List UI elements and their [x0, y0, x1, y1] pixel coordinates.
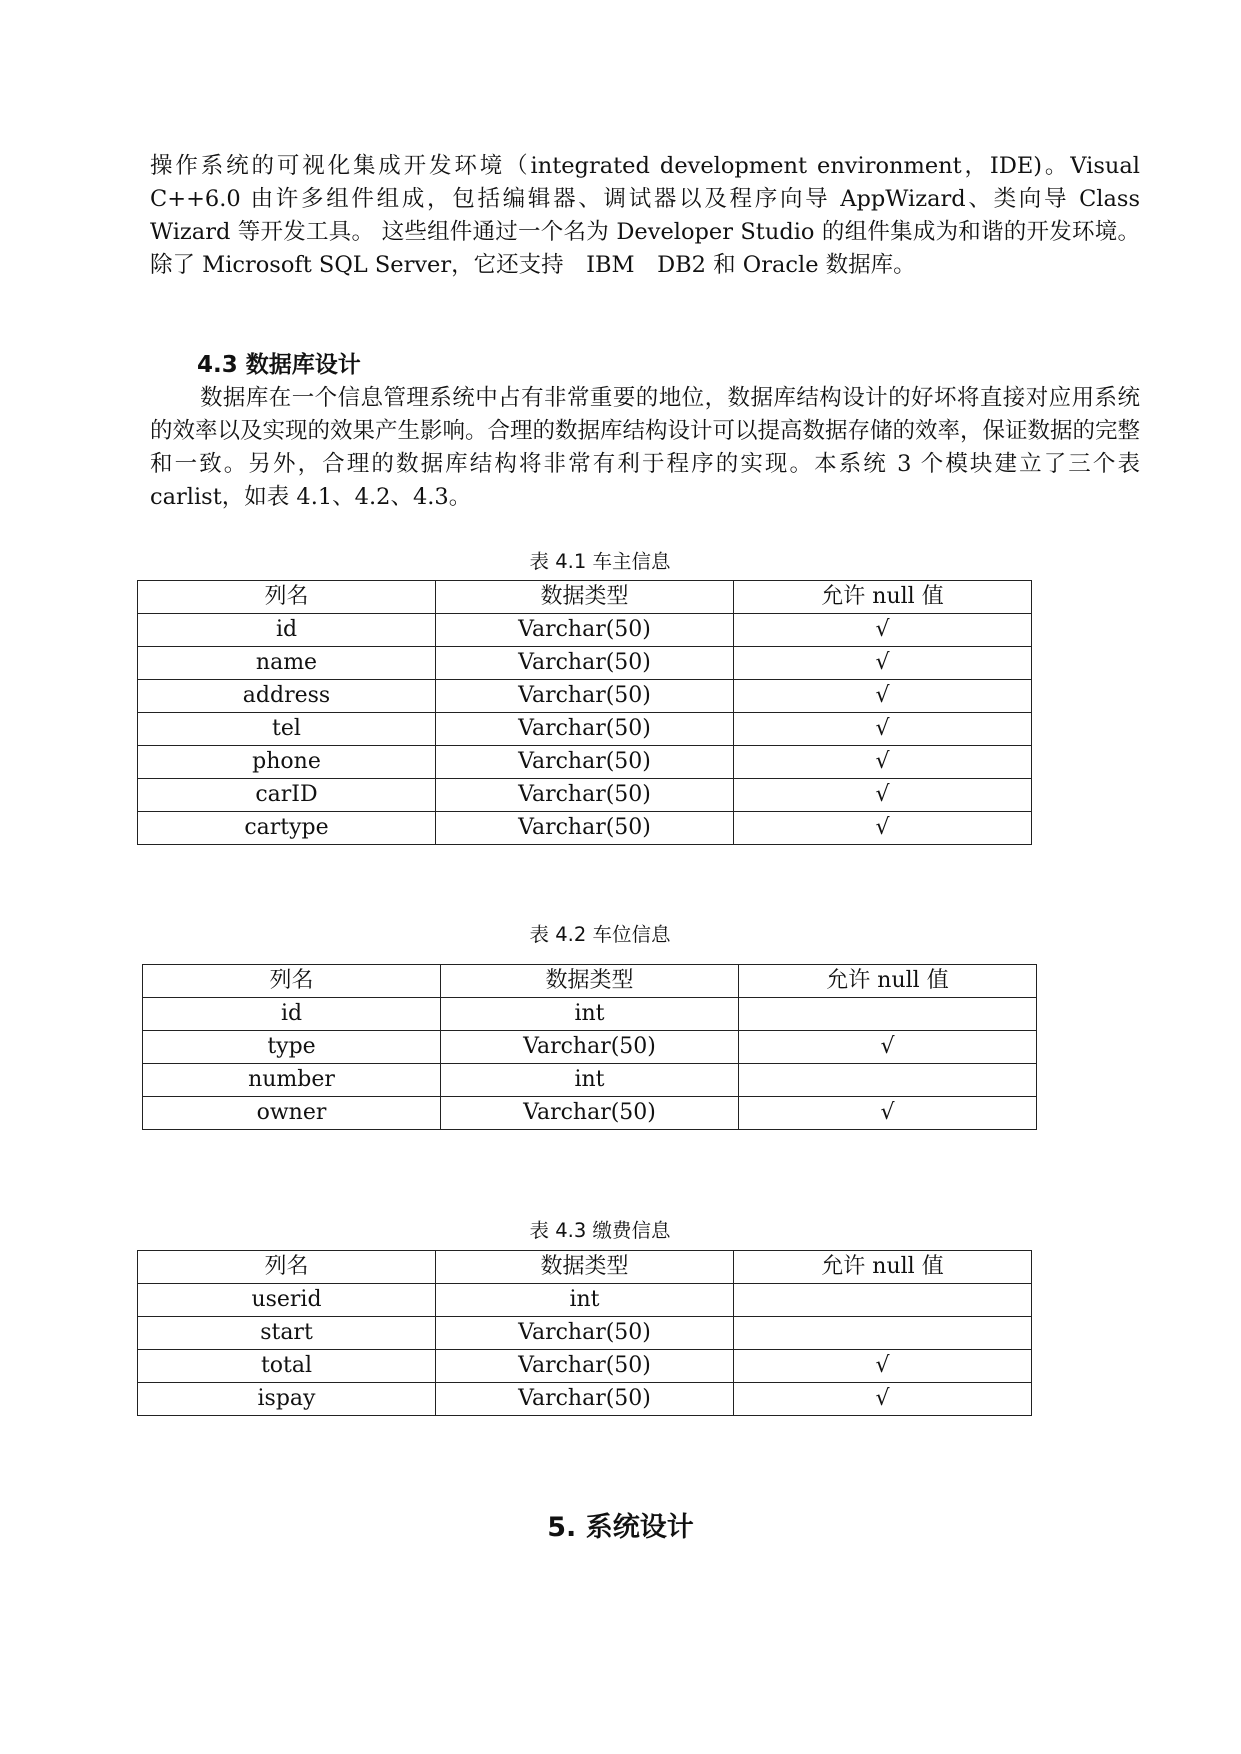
table-cell: Varchar(50) — [441, 1097, 739, 1130]
table-cell: Varchar(50) — [436, 812, 734, 845]
table-row — [138, 1350, 1032, 1383]
table-row — [138, 1284, 1032, 1317]
table-caption-4-3: 表 4.3 缴费信息 — [529, 1219, 671, 1242]
table-header-row — [138, 581, 1032, 614]
table-cell: Varchar(50) — [436, 1317, 734, 1350]
table-cell: Varchar(50) — [436, 1350, 734, 1383]
table-cell: carID — [138, 779, 436, 812]
table-row — [138, 812, 1032, 845]
table-header-cell: 数据类型 — [436, 581, 734, 614]
table-cell — [739, 998, 1037, 1031]
table-header-row — [138, 1251, 1032, 1284]
table-row — [138, 1383, 1032, 1416]
table-cell: name — [138, 647, 436, 680]
table-cell: Varchar(50) — [436, 713, 734, 746]
section-body-paragraph: 数据库在一个信息管理系统中占有非常重要的地位，数据库结构设计的好坏将直接对应用系统的效率以及实现的效果产生影响。合理的数据库结构设计可以提高数据存储的效率，保证数据的完整和一致。另外，合理的数据库结构将非常有利于程序的实现。本系统 3 个模块建立了三个表 carlist，如表 4.1、4.2、4.3。 — [150, 385, 1141, 510]
table-row — [143, 1097, 1037, 1130]
table-cell — [734, 1317, 1032, 1350]
table-cell: int — [441, 998, 739, 1031]
table-cell: Varchar(50) — [441, 1031, 739, 1064]
table-cell: Varchar(50) — [436, 746, 734, 779]
table-cell: type — [143, 1031, 441, 1064]
table-cell: √ — [734, 713, 1032, 746]
table-row — [143, 1031, 1037, 1064]
table-owner-info — [137, 580, 1032, 845]
table-cell: √ — [734, 680, 1032, 713]
table-header-cell: 允许 null 值 — [734, 581, 1032, 614]
table-row — [138, 1317, 1032, 1350]
table-cell: userid — [138, 1284, 436, 1317]
table-header-cell: 列名 — [138, 1251, 436, 1284]
table-parking-space-info — [142, 964, 1037, 1130]
table-header-cell: 允许 null 值 — [739, 965, 1037, 998]
table-row — [138, 746, 1032, 779]
table-payment-info — [137, 1250, 1032, 1416]
table-row — [143, 1064, 1037, 1097]
table-cell: total — [138, 1350, 436, 1383]
table-header-cell: 允许 null 值 — [734, 1251, 1032, 1284]
table-row — [138, 647, 1032, 680]
table-cell: start — [138, 1317, 436, 1350]
table-cell: √ — [734, 746, 1032, 779]
table-row — [138, 614, 1032, 647]
table-cell: Varchar(50) — [436, 779, 734, 812]
table-caption-4-1: 表 4.1 车主信息 — [529, 550, 671, 573]
table-cell: Varchar(50) — [436, 1383, 734, 1416]
table-header-row — [143, 965, 1037, 998]
table-cell: √ — [734, 614, 1032, 647]
table-cell: √ — [734, 1383, 1032, 1416]
table-header-cell: 数据类型 — [436, 1251, 734, 1284]
table-cell: address — [138, 680, 436, 713]
table-cell: tel — [138, 713, 436, 746]
table-cell: int — [436, 1284, 734, 1317]
table-cell: ispay — [138, 1383, 436, 1416]
table-cell: √ — [734, 812, 1032, 845]
section-heading-4-3: 4.3 数据库设计 — [197, 352, 361, 378]
table-caption-4-2: 表 4.2 车位信息 — [529, 923, 671, 946]
table-cell: id — [138, 614, 436, 647]
table-cell: owner — [143, 1097, 441, 1130]
table-header-cell: 列名 — [138, 581, 436, 614]
table-row — [138, 713, 1032, 746]
table-cell: number — [143, 1064, 441, 1097]
table-header-cell: 列名 — [143, 965, 441, 998]
table-cell: phone — [138, 746, 436, 779]
section-heading-5: 5. 系统设计 — [547, 1512, 694, 1543]
table-cell: √ — [734, 779, 1032, 812]
table-cell: √ — [739, 1097, 1037, 1130]
table-row — [138, 680, 1032, 713]
table-header-cell: 数据类型 — [441, 965, 739, 998]
table-cell: id — [143, 998, 441, 1031]
table-row — [143, 998, 1037, 1031]
table-cell: cartype — [138, 812, 436, 845]
table-cell: Varchar(50) — [436, 680, 734, 713]
table-cell: √ — [739, 1031, 1037, 1064]
table-cell: √ — [734, 1350, 1032, 1383]
intro-paragraph: 操作系统的可视化集成开发环境（integrated development environment，IDE)。Visual C++6.0 由许多组件组成，包括编辑器、调试器以及程序向导 AppWizard、类向导 Class Wizard 等开发工具。 这些组件通过一个名为 Developer Studio 的组件集成为和谐的开发环境。除了 Microsoft SQL Server，它还支持 IBM DB2 和 Oracle 数据库。 — [150, 153, 1140, 278]
table-cell: √ — [734, 647, 1032, 680]
table-row — [138, 779, 1032, 812]
table-cell — [739, 1064, 1037, 1097]
table-cell: Varchar(50) — [436, 614, 734, 647]
table-cell: int — [441, 1064, 739, 1097]
table-cell — [734, 1284, 1032, 1317]
table-cell: Varchar(50) — [436, 647, 734, 680]
